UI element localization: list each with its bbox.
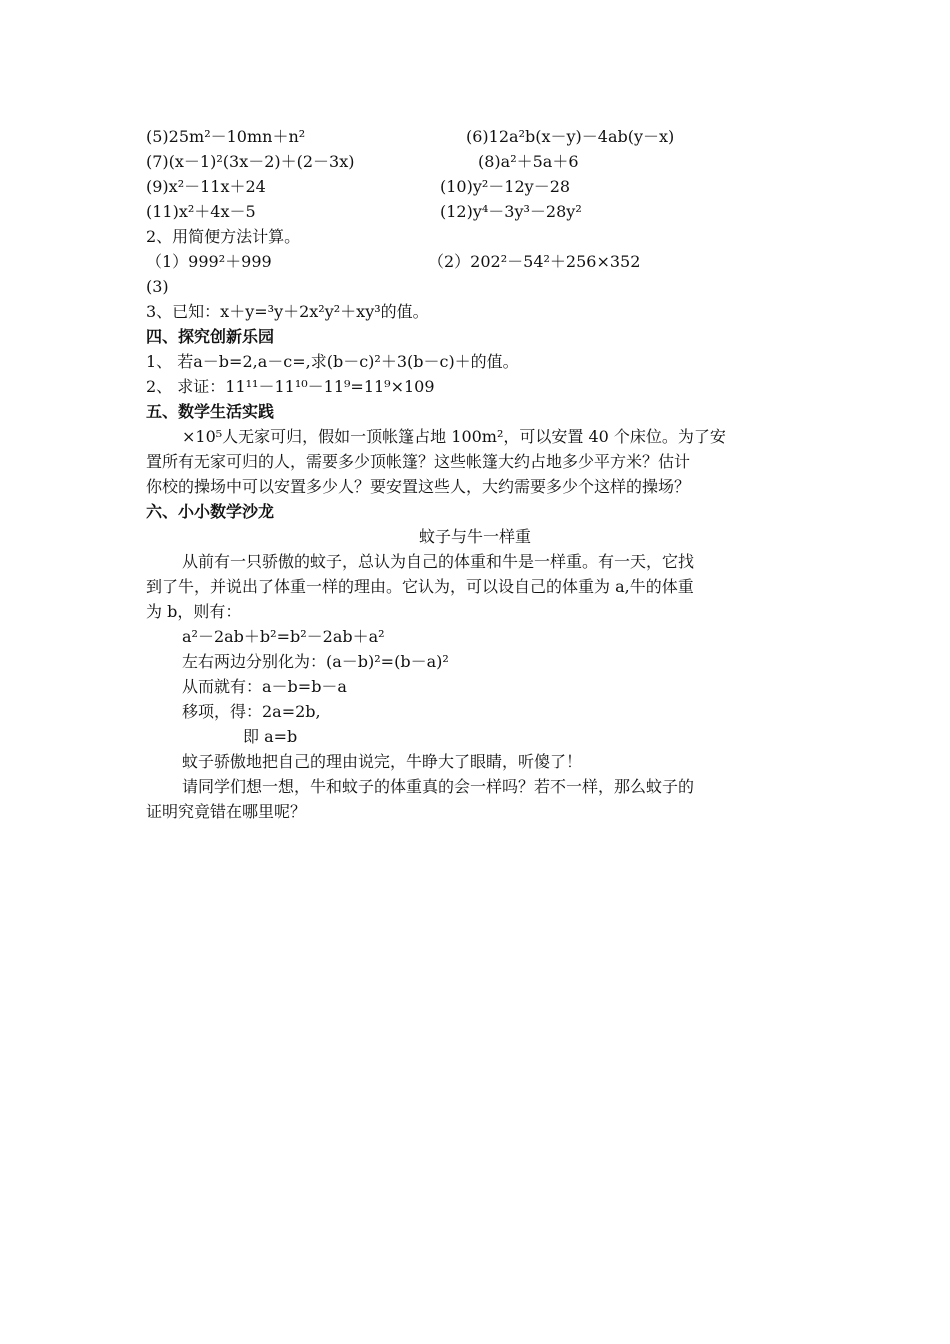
story-paragraph-1-line-1: 从前有一只骄傲的蚊子，总认为自己的体重和牛是一样重。有一天，它找 [182, 552, 695, 571]
section-4-item-2: 2、 求证：11¹¹－11¹⁰－11⁹=11⁹×109 [146, 377, 435, 396]
section-5-line-1: ×10⁵人无家可归，假如一顶帐篷占地 100m²，可以安置 40 个床位。为了安 [182, 427, 726, 446]
question-2-part-2: （2）202²－54²＋256×352 [428, 252, 641, 271]
exercise-5: (5)25m²－10mn＋n² [146, 127, 306, 146]
section-4-heading: 四、探究创新乐园 [146, 327, 275, 346]
story-title: 蚊子与牛一样重 [418, 527, 531, 546]
exercise-11: (11)x²＋4x－5 [146, 202, 256, 221]
section-6-heading: 六、小小数学沙龙 [146, 502, 275, 521]
question-2-title: 2、用简便方法计算。 [146, 227, 301, 246]
question-2-part-3: (3) [146, 277, 169, 296]
exercise-7: (7)(x－1)²(3x－2)＋(2－3x) [146, 152, 355, 171]
equation-5: 即 a=b [243, 727, 298, 746]
section-5-heading: 五、数学生活实践 [146, 402, 275, 421]
section-4-item-1: 1、 若a－b=2,a－c=,求(b－c)²＋3(b－c)＋的值。 [146, 352, 519, 371]
question-2-part-1: （1）999²＋999 [146, 252, 272, 271]
exercise-6: (6)12a²b(x－y)－4ab(y－x) [466, 127, 675, 146]
exercise-12: (12)y⁴－3y³－28y² [440, 202, 582, 221]
story-paragraph-3-line-1: 请同学们想一想，牛和蚊子的体重真的会一样吗？若不一样，那么蚊子的 [182, 777, 695, 796]
story-paragraph-1-line-2: 到了牛，并说出了体重一样的理由。它认为，可以设自己的体重为 a,牛的体重 [146, 577, 694, 596]
story-paragraph-2: 蚊子骄傲地把自己的理由说完，牛睁大了眼睛，听傻了！ [182, 752, 583, 771]
equation-1: a²－2ab＋b²=b²－2ab＋a² [182, 627, 385, 646]
section-5-line-2: 置所有无家可归的人，需要多少顶帐篷？这些帐篷大约占地多少平方米？估计 [146, 452, 691, 471]
equation-4: 移项，得：2a=2b, [182, 702, 321, 721]
exercise-10: (10)y²－12y－28 [440, 177, 571, 196]
story-paragraph-1-line-3: 为 b，则有： [146, 602, 242, 621]
exercise-8: (8)a²＋5a＋6 [478, 152, 579, 171]
section-5-line-3: 你校的操场中可以安置多少人？要安置这些人，大约需要多少个这样的操场？ [146, 477, 691, 496]
story-paragraph-3-line-2: 证明究竟错在哪里呢？ [146, 802, 307, 821]
question-3: 3、已知：x＋y=³y＋2x²y²＋xy³的值。 [146, 302, 429, 321]
exercise-9: (9)x²－11x＋24 [146, 177, 266, 196]
equation-2: 左右两边分别化为：(a－b)²=(b－a)² [182, 652, 449, 671]
equation-3: 从而就有：a－b=b－a [182, 677, 347, 696]
